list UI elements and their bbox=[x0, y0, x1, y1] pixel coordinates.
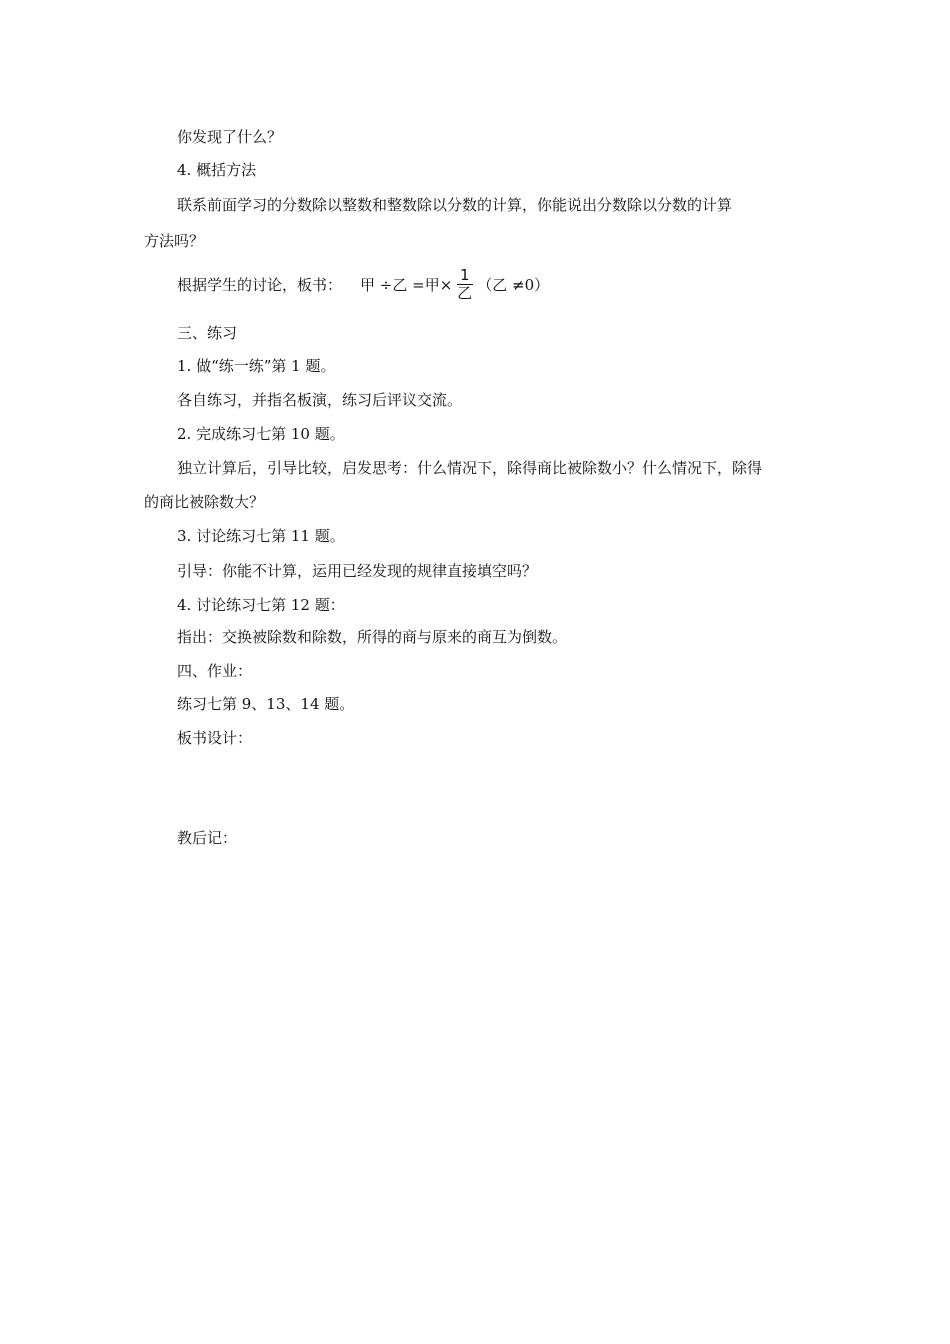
text-line: 你发现了什么？ bbox=[177, 128, 283, 146]
section-heading: 四、作业： bbox=[177, 662, 253, 680]
text-line: 1. 做“练一练”第 1 题。 bbox=[177, 357, 336, 375]
fraction-denominator: 乙 bbox=[457, 283, 473, 302]
formula bbox=[360, 267, 549, 302]
section-heading: 三、练习 bbox=[177, 324, 238, 342]
text-line: 练习七第 9、13、14 题。 bbox=[177, 695, 355, 713]
fraction-numerator: 1 bbox=[457, 267, 473, 285]
text-line: 教后记： bbox=[177, 829, 238, 847]
text-line: 各自练习，并指名板演，练习后评议交流。 bbox=[177, 391, 463, 409]
text-line: 指出：交换被除数和除数，所得的商与原来的商互为倒数。 bbox=[177, 628, 568, 646]
text-line: 3. 讨论练习七第 11 题。 bbox=[177, 527, 345, 545]
text-line: 独立计算后，引导比较，启发思考：什么情况下，除得商比被除数小？什么情况下，除得 bbox=[177, 459, 763, 477]
text-line: 根据学生的讨论，板书： bbox=[177, 275, 343, 294]
text-line: 方法吗？ bbox=[144, 232, 205, 250]
formula-lhs: 甲 ÷乙 =甲× bbox=[360, 275, 453, 294]
text-line: 2. 完成练习七第 10 题。 bbox=[177, 425, 345, 443]
text-line: 4. 讨论练习七第 12 题： bbox=[177, 596, 345, 614]
formula-line bbox=[177, 262, 549, 306]
text-line: 引导：你能不计算，运用已经发现的规律直接填空吗？ bbox=[177, 562, 538, 580]
formula-condition: （乙 ≠0） bbox=[477, 275, 550, 294]
fraction bbox=[454, 267, 475, 302]
text-line: 板书设计： bbox=[177, 729, 253, 747]
text-line: 的商比被除数大？ bbox=[144, 493, 265, 511]
section-heading: 4. 概括方法 bbox=[177, 161, 257, 179]
text-line: 联系前面学习的分数除以整数和整数除以分数的计算，你能说出分数除以分数的计算 bbox=[177, 196, 733, 214]
